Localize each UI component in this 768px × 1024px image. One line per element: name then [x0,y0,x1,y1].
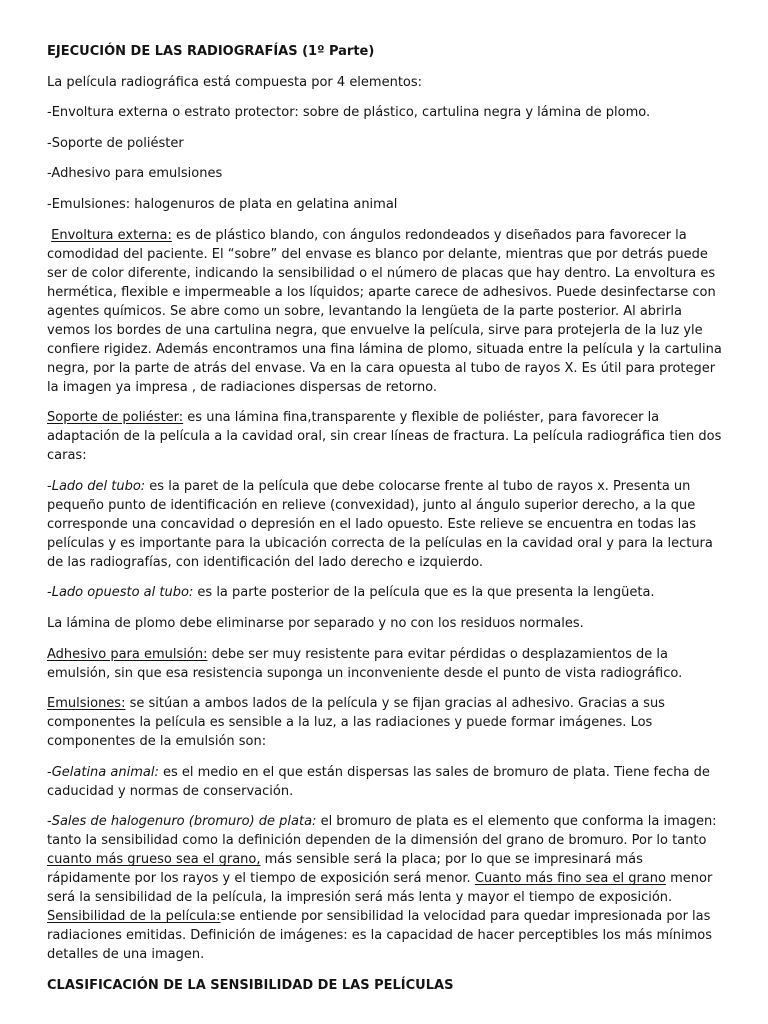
soporte-label: Soporte de poliéster: [47,410,184,426]
envoltura-text: es de plástico blando, con ángulos redondeados y diseñados para favorecer la comodidad del paciente. El “sobre” del envase es blanco por delante, mientras que por detrás puede ser de color diferente, indicando la sensibilidad o el número de placas que hay dentro. La envoltura es hermética, flexible e impermeable a los líquidos; aparte carece de adhesivos. Puede desinfectarse con agentes químicos. Se abre como un sobre, levantando la lengüeta de la parte posterior. Al abrirla vemos los bordes de una cartulina negra, que envuelve la película, sirve para protejerla de la luz yle confiere rigidez. Además encontramos una fina lámina de plomo, situada entre la película y la cartulina negra, por la parte de atrás del envase. Va en la cara opuesta al tubo de rayos X. Es útil para proteger la imagen ya impresa , de radiaciones dispersas de retorno. [47,227,722,395]
sales-underline-3: Sensibilidad de la película: [47,909,221,925]
lado-tubo-label: Lado del tubo: [51,478,146,494]
soporte-text: es una lámina fina,transparente y flexible de poliéster, para favorecer la adaptación de la película a la cavidad oral, sin crear líneas de fractura. La película radiográfica tien dos caras: [47,410,722,464]
lado-tubo-text: es la paret de la película que debe colocarse frente al tubo de rayos x. Presenta un pequeño punto de identificación en relieve (convexidad), junto al ángulo superior derecho, a la que corresponde una concavidad o depresión en el lado opuesto. Este relieve se encuentra en todas las películas y es importante para la ubicación correcta de la películas en la cavidad oral y para la lectura de las radiografías, con identificación del lado derecho e izquierdo. [47,478,713,570]
sales-text-1: el bromuro de plata es el elemento que conforma la imagen: tanto la sensibilidad como la definición dependen de la dimensión del grano de bromuro. Por lo tanto [47,814,717,849]
emulsiones-text: se sitúan a ambos lados de la película y se fijan gracias al adhesivo. Gracias a sus componentes la película es sensible a la luz, a las radiaciones y puede formar imágenes. Los componentes de la emulsión son: [47,696,665,750]
envoltura-label: Envoltura externa: [51,227,172,243]
sales-underline-1: cuanto más grueso sea el grano, [47,852,261,868]
sales-text-4: se entiende por sensibilidad la velocidad para quedar impresionada por las radiaciones emitidas. Definición de imágenes: es la capacidad de hacer perceptibles los más mínimos detalles de una imagen. [47,909,712,963]
list-item: -Adhesivo para emulsiones [47,166,223,182]
gelatina-paragraph [47,763,722,801]
adhesivo-text: debe ser muy resistente para evitar pérdidas o desplazamientos de la emulsión, sin que esa resistencia suponga un inconveniente desde el punto de vista radiográfico. [47,646,683,681]
lado-tubo-prefix: - [47,478,52,494]
emulsiones-paragraph [47,694,722,751]
emulsiones-label: Emulsiones: [47,696,126,712]
sales-label: Sales de halogenuro (bromuro) de plata: [51,814,317,830]
adhesivo-paragraph [47,645,722,683]
lamina-paragraph: La lámina de plomo debe eliminarse por separado y no con los residuos normales. [47,615,584,631]
intro-paragraph: La película radiográfica está compuesta por 4 elementos: [47,74,423,90]
adhesivo-label: Adhesivo para emulsión: [47,646,208,662]
gelatina-text: es el medio en el que están dispersas las sales de bromuro de plata. Tiene fecha de caducidad y normas de conservación. [47,764,710,799]
soporte-paragraph [47,408,722,465]
envoltura-paragraph [47,226,722,397]
list-item: -Soporte de poliéster [47,135,184,151]
sales-underline-2: Cuanto más fino sea el grano [474,871,666,887]
lado-opuesto-paragraph [47,583,722,602]
sales-paragraph [47,812,722,964]
list-item: -Emulsiones: halogenuros de plata en gelatina animal [47,196,398,212]
sales-text-3: menor será la sensibilidad de la película, la impresión será más lenta y mayor el tiempo de exposición. [47,871,713,906]
lado-opuesto-label: Lado opuesto al tubo: [51,585,194,601]
lado-opuesto-prefix: - [47,585,52,601]
lado-tubo-paragraph [47,477,722,572]
lado-opuesto-text: es la parte posterior de la película que es la que presenta la lengüeta. [193,585,655,601]
list-item: -Envoltura externa o estrato protector: sobre de plástico, cartulina negra y lámina de plomo. [47,105,651,121]
gelatina-prefix: - [47,764,52,780]
document-title: EJECUCIÓN DE LAS RADIOGRAFÍAS (1º Parte) [47,44,375,59]
sales-text-2: más sensible será la placa; por lo que se impresinará más rápidamente por los rayos y el tiempo de exposición será menor. [47,852,643,887]
gelatina-label: Gelatina animal: [51,764,159,780]
sales-prefix: - [47,814,52,830]
section-heading: CLASIFICACIÓN DE LA SENSIBILIDAD DE LAS PELÍCULAS [47,977,454,993]
